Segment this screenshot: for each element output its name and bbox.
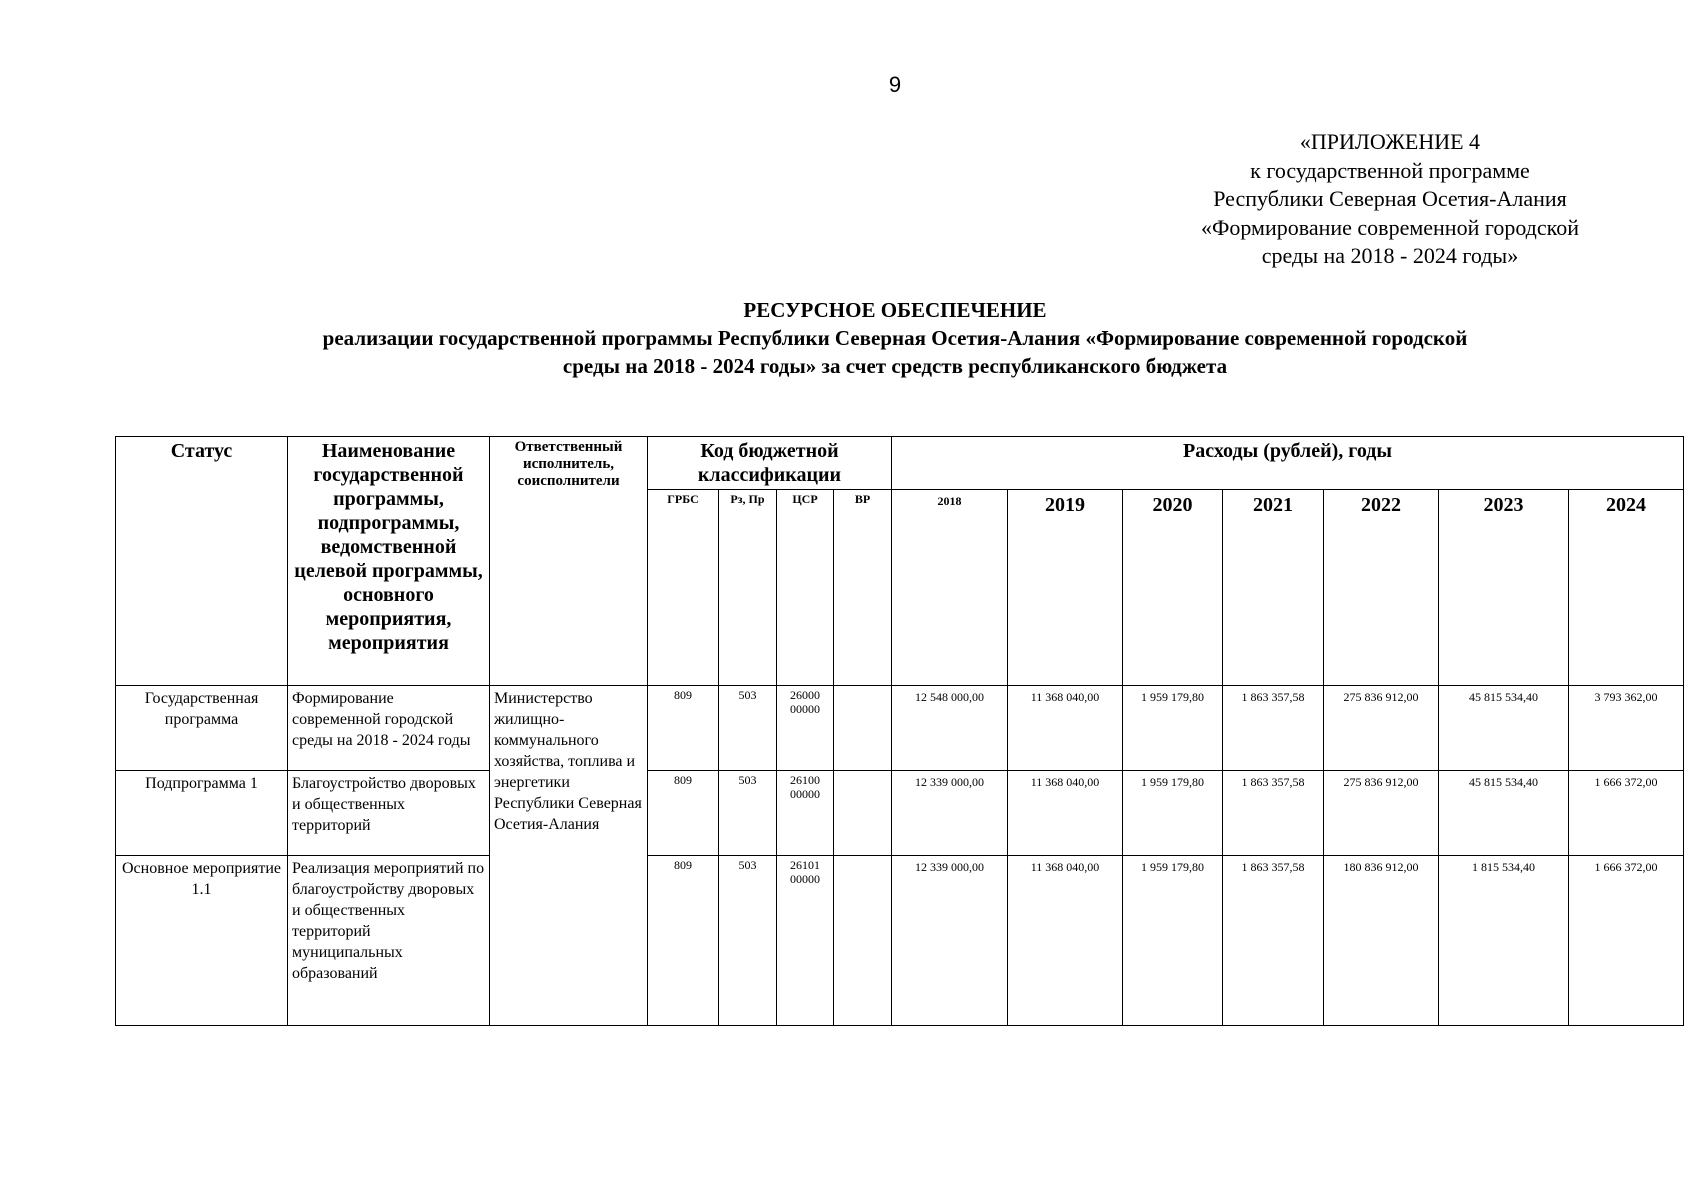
page-number: 9: [888, 72, 902, 97]
appendix-line: «Формирование современной городской: [1201, 214, 1579, 240]
row-rzpr: 503: [719, 686, 777, 771]
row-rzpr: 503: [719, 856, 777, 1026]
table-row: [116, 686, 1684, 771]
row-rzpr: 503: [719, 771, 777, 856]
row-value-2020: 1 959 179,80: [1123, 686, 1223, 771]
header-status: Статус: [116, 437, 288, 686]
row-value-2018: 12 339 000,00: [892, 771, 1008, 856]
row-value-2022: 180 836 912,00: [1324, 856, 1439, 1026]
appendix-line: «ПРИЛОЖЕНИЕ 4: [1299, 129, 1481, 154]
row-value-2020: 1 959 179,80: [1123, 856, 1223, 1026]
resource-table-wrapper: [115, 436, 1684, 1026]
row-value-2020: 1 959 179,80: [1123, 771, 1223, 856]
header-row: [116, 437, 1684, 490]
row-name: Реализация мероприятий по благоустройству дворовых и общественных территорий муниципальных образований: [288, 856, 490, 1026]
row-value-2019: 11 368 040,00: [1008, 686, 1123, 771]
row-csr: 26101 00000: [777, 856, 834, 1026]
row-value-2022: 275 836 912,00: [1324, 686, 1439, 771]
title-line: РЕСУРСНОЕ ОБЕСПЕЧЕНИЕ: [743, 298, 1047, 322]
row-name: Формирование современной городской среды на 2018 - 2024 годы: [288, 686, 490, 771]
header-year-2021: 2021: [1223, 490, 1324, 686]
row-value-2018: 12 339 000,00: [892, 856, 1008, 1026]
row-status: Основное мероприятие 1.1: [116, 856, 288, 1026]
appendix-header: [1160, 128, 1620, 271]
row-vr: [834, 856, 892, 1026]
row-csr: 26000 00000: [777, 686, 834, 771]
header-year-2023: 2023: [1439, 490, 1569, 686]
row-value-2023: 45 815 534,40: [1439, 771, 1569, 856]
row-status: Государственная программа: [116, 686, 288, 771]
header-year-2019: 2019: [1008, 490, 1123, 686]
row-name: Благоустройство дворовых и общественных территорий: [288, 771, 490, 856]
row-vr: [834, 771, 892, 856]
row-value-2024: 1 666 372,00: [1569, 771, 1684, 856]
table-row: [116, 771, 1684, 856]
resource-table: [115, 436, 1684, 1026]
header-grbs: ГРБС: [648, 490, 719, 686]
document-title: [0, 296, 1698, 380]
row-value-2019: 11 368 040,00: [1008, 771, 1123, 856]
header-year-2020: 2020: [1123, 490, 1223, 686]
row-value-2018: 12 548 000,00: [892, 686, 1008, 771]
row-grbs: 809: [648, 686, 719, 771]
row-value-2023: 1 815 534,40: [1439, 856, 1569, 1026]
appendix-line: среды на 2018 - 2024 годы»: [1261, 243, 1519, 268]
header-expenses: Расходы (рублей), годы: [892, 437, 1684, 490]
row-value-2022: 275 836 912,00: [1324, 771, 1439, 856]
row-value-2019: 11 368 040,00: [1008, 856, 1123, 1026]
row-value-2021: 1 863 357,58: [1223, 856, 1324, 1026]
header-csr: ЦСР: [777, 490, 834, 686]
header-year-2024: 2024: [1569, 490, 1684, 686]
row-vr: [834, 686, 892, 771]
row-value-2024: 1 666 372,00: [1569, 856, 1684, 1026]
row-value-2023: 45 815 534,40: [1439, 686, 1569, 771]
appendix-line: Республики Северная Осетия-Алания: [1213, 186, 1567, 211]
row-status: Подпрограмма 1: [116, 771, 288, 856]
header-name: Наименование государственной программы, подпрограммы, ведомственной целевой программы, основного мероприятия, мероприятия: [288, 437, 490, 686]
header-executor: Ответственный исполнитель, соисполнители: [490, 437, 648, 686]
row-value-2024: 3 793 362,00: [1569, 686, 1684, 771]
header-year-2018: 2018: [892, 490, 1008, 686]
title-line: среды на 2018 - 2024 годы» за счет средств республиканского бюджета: [562, 354, 1228, 378]
row-value-2021: 1 863 357,58: [1223, 771, 1324, 856]
table-row: [116, 856, 1684, 1026]
row-grbs: 809: [648, 771, 719, 856]
header-rzpr: Рз, Пр: [719, 490, 777, 686]
header-budget-code: Код бюджетной классификации: [648, 437, 892, 490]
title-line: реализации государственной программы Республики Северная Осетия-Алания «Формирование современной городской: [322, 326, 1468, 350]
row-executor: Министерство жилищно-коммунального хозяйства, топлива и энергетики Республики Северная Осетия-Алания: [490, 686, 648, 1026]
appendix-line: к государственной программе: [1250, 157, 1530, 183]
row-value-2021: 1 863 357,58: [1223, 686, 1324, 771]
header-vr: ВР: [834, 490, 892, 686]
row-csr: 26100 00000: [777, 771, 834, 856]
row-grbs: 809: [648, 856, 719, 1026]
header-year-2022: 2022: [1324, 490, 1439, 686]
